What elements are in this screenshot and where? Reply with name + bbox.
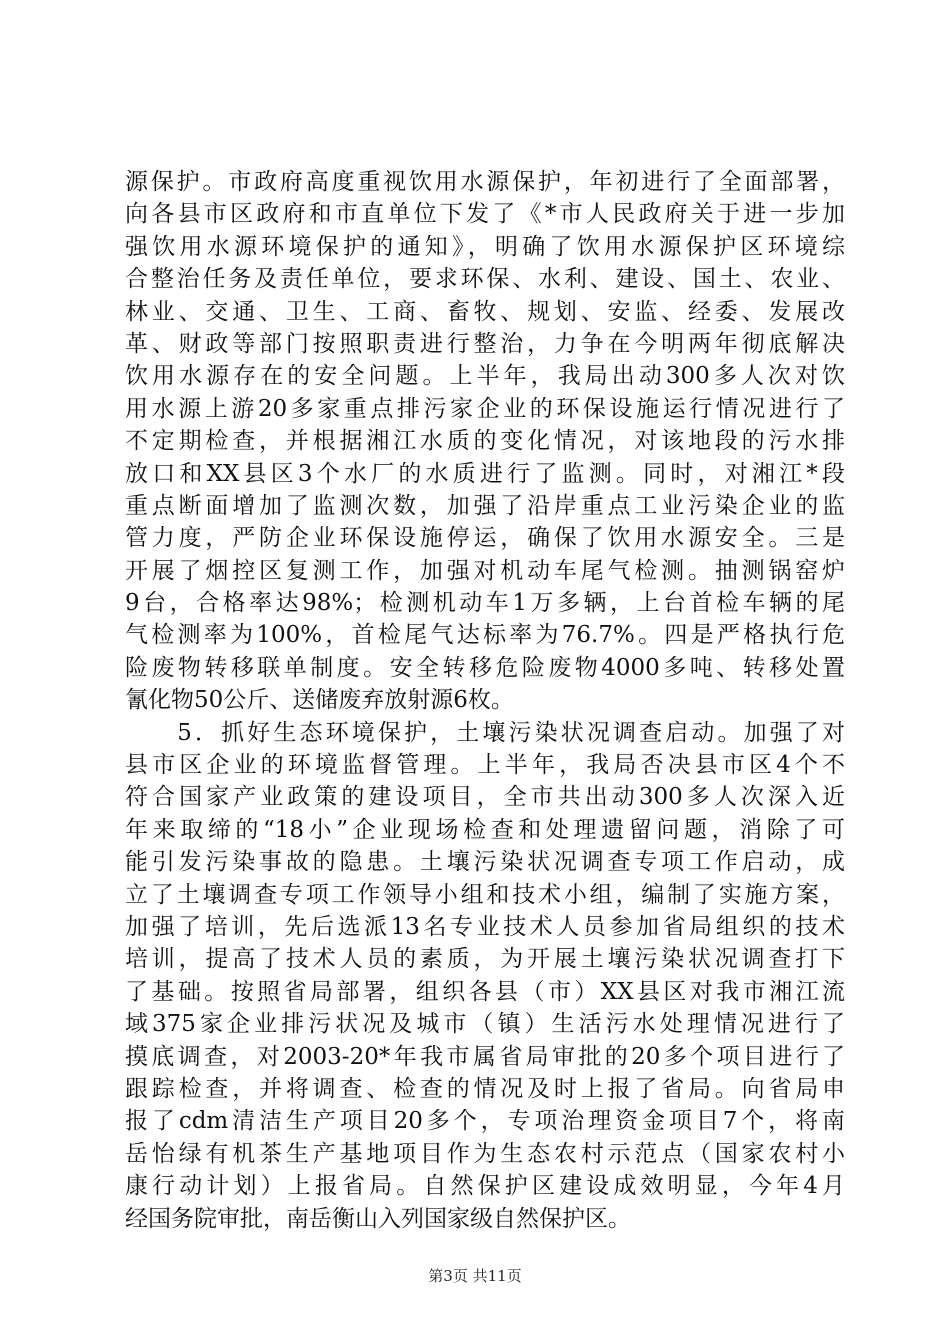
text-line: 能引发污染事故的隐患。土壤污染状况调查专项工作启动，成	[125, 849, 845, 876]
text-line: 险废物转移联单制度。安全转移危险废物4000多吨、转移处置	[125, 654, 845, 681]
text-line: 管力度，严防企业环保设施停运，确保了饮用水源安全。三是	[125, 525, 845, 552]
text-line: 开展了烟控区复测工作，加强对机动车尾气检测。抽测锅窑炉	[125, 557, 845, 584]
text-line: 源保护。市政府高度重视饮用水源保护，年初进行了全面部署，	[125, 169, 845, 195]
text-line: 林业、交通、卫生、工商、畜牧、规划、安监、经委、发展改	[125, 298, 845, 325]
text-line: 气检测率为100%，首检尾气达标率为76.7%。四是严格执行危	[125, 622, 845, 649]
text-line: 县市区企业的环境监督管理。上半年，我局否决县市区4个不	[125, 752, 845, 779]
text-line: 向各县市区政府和市直单位下发了《*市人民政府关于进一步加	[125, 201, 845, 228]
text-line: 9台，合格率达98%；检测机动车1万多辆，上台首检车辆的尾	[125, 590, 845, 617]
text-line: 年来取缔的“18小”企业现场检查和处理遗留问题，消除了可	[125, 816, 845, 843]
text-line: 报了cdm清洁生产项目20多个，专项治理资金项目7个，将南	[125, 1108, 845, 1135]
text-line: 岳怡绿有机茶生产基地项目作为生态农村示范点（国家农村小	[125, 1140, 845, 1167]
text-line: 饮用水源存在的安全问题。上半年，我局出动300多人次对饮	[125, 363, 845, 390]
text-line: 康行动计划）上报省局。自然保护区建设成效明显，今年4月	[125, 1173, 845, 1200]
text-line: 强饮用水源环境保护的通知》，明确了饮用水源保护区环境综	[125, 233, 845, 260]
paragraph-end-line: 氰化物50公斤、送储废弃放射源6枚。	[125, 687, 514, 714]
text-line: 培训，提高了技术人员的素质，为开展土壤污染状况调查打下	[125, 946, 845, 973]
text-line: 放口和XX县区3个水厂的水质进行了监测。同时，对湘江*段	[125, 460, 845, 487]
text-line: 立了土壤调查专项工作领导小组和技术小组，编制了实施方案，	[125, 881, 845, 908]
text-line: 不定期检查，并根据湘江水质的变化情况，对该地段的污水排	[125, 428, 845, 455]
body-text	[125, 166, 845, 1235]
text-line: 合整治任务及责任单位，要求环保、水利、建设、国土、农业、	[125, 266, 845, 293]
text-line: 用水源上游20多家重点排污家企业的环保设施运行情况进行了	[125, 395, 845, 422]
text-line: 摸底调查，对2003-20*年我市属省局审批的20多个项目进行了	[125, 1043, 845, 1070]
text-line: 域375家企业排污状况及城市（镇）生活污水处理情况进行了	[125, 1011, 845, 1038]
page-number-footer: 第3页 共11页	[428, 1267, 522, 1285]
text-line: 加强了培训，先后选派13名专业技术人员参加省局组织的技术	[125, 913, 845, 940]
text-line: 了基础。按照省局部署，组织各县（市）XX县区对我市湘江流	[125, 978, 845, 1005]
paragraph-start-line: 5．抓好生态环境保护，土壤污染状况调查启动。加强了对	[125, 719, 845, 746]
text-line: 符合国家产业政策的建设项目，全市共出动300多人次深入近	[125, 784, 845, 811]
text-line: 跟踪检查，并将调查、检查的情况及时上报了省局。向省局申	[125, 1075, 845, 1102]
text-line: 重点断面增加了监测次数，加强了沿岸重点工业污染企业的监	[125, 492, 845, 519]
text-line: 革、财政等部门按照职责进行整治，力争在今明两年彻底解决	[125, 330, 845, 357]
paragraph-end-line: 经国务院审批，南岳衡山入列国家级自然保护区。	[125, 1205, 631, 1232]
